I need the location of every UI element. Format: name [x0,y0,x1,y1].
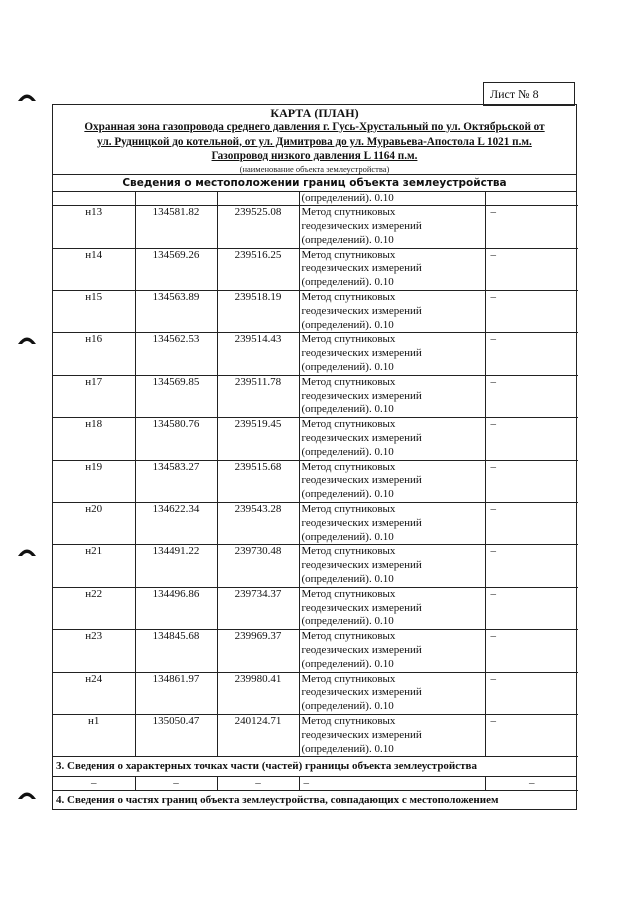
method-line: Метод спутниковых [301,333,396,346]
accuracy-cell [485,248,578,290]
empty-cell-dash: – [217,777,299,791]
point-id-cell: н19 [53,460,135,502]
y-coordinate-cell: 239516.25 [217,248,299,290]
point-id-cell: н20 [53,503,135,545]
empty-cell-dash: – [299,777,485,791]
method-cell [299,460,485,502]
sheet-number-box: Лист № 8 [483,82,575,106]
point-id-cell: н18 [53,418,135,460]
method-cell [299,714,485,756]
y-coordinate-cell: 239734.37 [217,587,299,629]
method-line: геодезических измерений [301,728,422,741]
method-line: (определений). 0.10 [301,488,394,501]
method-continuation: (определений). 0.10 [299,192,485,206]
document-frame [52,104,577,810]
point-id-cell: н13 [53,206,135,248]
method-line: Метод спутниковых [301,714,396,727]
x-coordinate-cell: 134569.85 [135,375,217,417]
method-line: геодезических измерений [301,559,422,572]
empty-cell-dash: – [485,777,578,791]
method-line: (определений). 0.10 [301,615,394,628]
y-coordinate-cell: 239525.08 [217,206,299,248]
punch-hole-mark [17,334,37,345]
method-line: (определений). 0.10 [301,700,394,713]
object-name-line-1: Охранная зона газопровода среднего давления г. Гусь-Хрустальный по ул. Октябрьской от [84,121,545,133]
method-line: геодезических измерений [301,644,422,656]
boundary-points-table [53,192,578,758]
section-4-header: 4. Сведения о частях границ объекта землеустройства, совпадающих с местоположением [53,791,576,810]
empty-cell-dash: – [490,503,496,516]
y-coordinate-cell: 239518.19 [217,291,299,333]
method-line: (определений). 0.10 [301,573,394,586]
empty-cell-dash: – [490,291,496,304]
y-coordinate-cell: 240124.71 [217,714,299,756]
accuracy-cell [485,291,578,333]
accuracy-cell [485,333,578,375]
method-line: Метод спутниковых [301,375,396,388]
accuracy-cell [485,672,578,714]
table-row [53,375,578,417]
empty-cell-dash: – [490,206,496,219]
accuracy-cell [485,545,578,587]
method-line: (определений). 0.10 [301,657,394,670]
method-line: Метод спутниковых [301,503,396,516]
x-coordinate-cell: 134845.68 [135,630,217,672]
accuracy-cell [485,503,578,545]
method-line: геодезических измерений [301,347,422,360]
table-row [53,460,578,502]
table-row [53,291,578,333]
table-row [53,545,578,587]
method-line: (определений). 0.10 [301,233,394,246]
method-cell [299,248,485,290]
point-id-cell: н24 [53,672,135,714]
method-line: (определений). 0.10 [301,530,394,543]
y-coordinate-cell: 239514.43 [217,333,299,375]
method-line: геодезических измерений [301,389,422,402]
method-line: Метод спутниковых [301,587,396,600]
method-cell [299,333,485,375]
accuracy-cell [485,418,578,460]
method-line: Метод спутниковых [301,418,396,431]
table-row [53,503,578,545]
x-coordinate-cell: 134622.34 [135,503,217,545]
method-line: Метод спутниковых [301,672,396,685]
accuracy-cell [485,630,578,672]
table-row [53,418,578,460]
table-row [53,333,578,375]
accuracy-cell [485,460,578,502]
x-coordinate-cell: 134580.76 [135,418,217,460]
table-row [53,630,578,672]
x-coordinate-cell: 134563.89 [135,291,217,333]
empty-cell-dash: – [135,777,217,791]
method-line: геодезических измерений [301,262,422,275]
point-id-cell: н21 [53,545,135,587]
table-row [53,714,578,756]
empty-cell-dash: – [490,630,496,643]
x-coordinate-cell: 135050.47 [135,714,217,756]
method-line: Метод спутниковых [301,545,396,558]
section-3-table [53,777,578,791]
point-id-cell: н22 [53,587,135,629]
point-id-cell: н16 [53,333,135,375]
empty-cell-dash: – [490,333,496,346]
document-title: КАРТА (ПЛАН) [270,106,359,120]
table-row [53,672,578,714]
table-row [53,206,578,248]
method-line: геодезических измерений [301,304,422,317]
method-line: геодезических измерений [301,686,422,699]
object-name-line-2: ул. Рудницкой до котельной, от ул. Димитрова до ул. Муравьева-Апостола L 1021 п.м. [97,135,532,148]
method-line: Метод спутниковых [301,460,396,473]
method-line: (определений). 0.10 [301,361,394,374]
method-cell [299,375,485,417]
x-coordinate-cell: 134491.22 [135,545,217,587]
method-cell [299,418,485,460]
x-coordinate-cell: 134569.26 [135,248,217,290]
punch-hole-mark [17,546,37,557]
method-line: геодезических измерений [301,601,422,614]
method-line: геодезических измерений [301,474,422,487]
table-row-continuation [53,192,578,206]
x-coordinate-cell: 134583.27 [135,460,217,502]
empty-cell-dash: – [53,777,135,791]
punch-hole-mark [17,789,37,800]
method-cell [299,587,485,629]
method-line: геодезических измерений [301,516,422,529]
object-name-line-3: Газопровод низкого давления L 1164 п.м. [211,150,418,162]
point-id-cell: н14 [53,248,135,290]
empty-cell-dash: – [490,545,496,558]
empty-cell-dash: – [490,375,496,388]
method-line: (определений). 0.10 [301,445,394,458]
accuracy-cell [485,206,578,248]
empty-cell-dash: – [490,672,496,685]
x-coordinate-cell: 134496.86 [135,587,217,629]
y-coordinate-cell: 239519.45 [217,418,299,460]
point-id-cell: н17 [53,375,135,417]
table-row [53,248,578,290]
object-name-caption: (наименование объекта землеустройства) [53,164,576,175]
accuracy-cell [485,375,578,417]
empty-cell-dash: – [490,460,496,473]
table-row [53,777,578,791]
x-coordinate-cell: 134562.53 [135,333,217,375]
y-coordinate-cell: 239969.37 [217,630,299,672]
method-cell [299,503,485,545]
method-cell [299,545,485,587]
method-cell [299,672,485,714]
x-coordinate-cell: 134861.97 [135,672,217,714]
punch-hole-mark [17,91,37,102]
accuracy-cell [485,587,578,629]
empty-cell-dash: – [490,714,496,727]
method-line: Метод спутниковых [301,248,396,261]
point-id-cell: н1 [53,714,135,756]
method-cell [299,206,485,248]
x-coordinate-cell: 134581.82 [135,206,217,248]
method-cell [299,291,485,333]
method-line: (определений). 0.10 [301,276,394,289]
empty-cell-dash: – [490,418,496,431]
method-line: Метод спутниковых [301,291,396,304]
method-line: Метод спутниковых [301,206,396,219]
accuracy-cell [485,714,578,756]
y-coordinate-cell: 239511.78 [217,375,299,417]
method-line: геодезических измерений [301,432,422,445]
table-row [53,587,578,629]
y-coordinate-cell: 239730.48 [217,545,299,587]
method-line: (определений). 0.10 [301,742,394,755]
method-line: (определений). 0.10 [301,318,394,331]
y-coordinate-cell: 239980.41 [217,672,299,714]
method-line: Метод спутниковых [301,630,396,643]
method-line: геодезических измерений [301,220,422,233]
method-cell [299,630,485,672]
point-id-cell: н15 [53,291,135,333]
empty-cell-dash: – [490,248,496,261]
section-3-header: 3. Сведения о характерных точках части (частей) границы объекта землеустройства [53,757,576,777]
method-line: (определений). 0.10 [301,403,394,416]
y-coordinate-cell: 239543.28 [217,503,299,545]
y-coordinate-cell: 239515.68 [217,460,299,502]
point-id-cell: н23 [53,630,135,672]
boundary-section-header: Сведения о местоположении границ объекта землеустройства [53,175,576,192]
empty-cell-dash: – [490,587,496,600]
